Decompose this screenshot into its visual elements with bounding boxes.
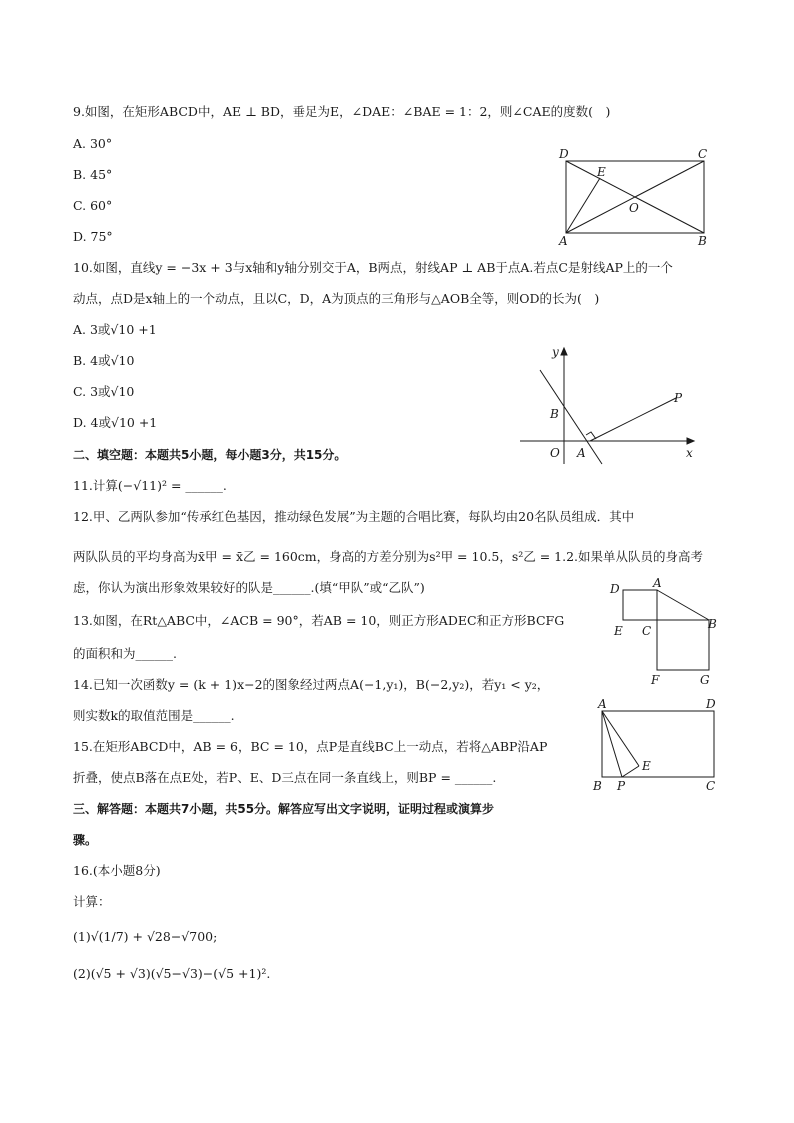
q16-part-1: (1)√(1/7) + √28−√700; [73,929,218,944]
q15-label-d: D [706,697,716,711]
q10-stem-line2: 动点，点D是x轴上的一个动点，且以C，D，A为顶点的三角形与△AOB全等，则OD的长为( ) [73,291,600,306]
q9-option-d: D. 75° [73,229,113,244]
q9-segment-ae [566,178,600,233]
q10-option-a: A. 3或√10 +1 [73,322,157,337]
q9-label-o: O [629,201,639,215]
q16-intro: 计算： [73,894,111,909]
q9-label-c: C [698,147,708,161]
q13-figure [606,576,726,688]
q13-label-c: C [642,624,652,638]
section-2-heading: 二、填空题：本题共5小题，每小题3分，共15分。 [73,448,347,462]
q10-label-x: x [686,446,693,460]
q13-line1: 13.如图，在Rt△ABC中，∠ACB = 90°，若AB = 10，则正方形ADEC和正方形BCFG [73,613,565,628]
q10-label-y: y [552,345,559,359]
q10-option-b: B. 4或√10 [73,353,135,368]
q15-label-e: E [642,759,651,773]
q13-label-d: D [610,582,620,596]
q9-label-a: A [559,234,568,248]
q13-label-b: B [708,617,717,631]
q10-y-axis-arrow [561,348,567,355]
q10-label-o: O [550,446,560,460]
q10-option-c: C. 3或√10 [73,384,135,399]
q9-option-c: C. 60° [73,198,113,213]
q9-stem: 9.如图，在矩形ABCD中，AE ⊥ BD，垂足为E，∠DAE：∠BAE = 1：2，则∠CAE的度数( ) [73,104,611,119]
q13-label-g: G [700,673,710,687]
q14-line1: 14.已知一次函数y = (k + 1)x−2的图象经过两点A(−1,y₁)，B(−2,y₂)，若y₁ < y₂， [73,677,550,692]
q13-square-bcfg [657,620,709,670]
q9-option-b: B. 45° [73,167,113,182]
q15-label-p: P [617,779,626,793]
q9-label-d: D [559,147,569,161]
q10-figure [516,340,700,470]
q12-line3: 虑，你认为演出形象效果较好的队是______.(填“甲队”或“乙队”) [73,580,425,595]
q15-line1: 15.在矩形ABCD中，AB = 6，BC = 10，点P是直线BC上一动点，若将△ABP沿AP [73,739,548,754]
q9-figure [556,144,720,250]
q13-label-f: F [651,673,660,687]
q10-ray-ap [590,398,676,441]
q10-stem-line1: 10.如图，直线y = −3x + 3与x轴和y轴分别交于A，B两点，射线AP ⊥ AB于点A.若点C是射线AP上的一个 [73,260,673,275]
q15-label-c: C [706,779,716,793]
q13-line2: 的面积和为______. [73,646,177,661]
q10-option-d: D. 4或√10 +1 [73,415,158,430]
q15-segment-pe [622,766,639,777]
q10-label-p: P [674,391,683,405]
q9-label-e: E [597,165,606,179]
section-3-heading-line2: 骤。 [73,833,98,847]
q12-line1: 12.甲、乙两队参加“传承红色基因，推动绿色发展”为主题的合唱比赛，每队均由20名队员组成．其中 [73,509,635,524]
q11-stem: 11.计算(−√11)² = ______. [73,478,227,493]
q16-title: 16.(本小题8分) [73,863,161,878]
q10-label-b: B [550,407,559,421]
q10-right-angle-mark [586,432,596,439]
q16-part-2: (2)(√5 + √3)(√5−√3)−(√5 +1)². [73,966,271,981]
q13-label-e: E [614,624,623,638]
q15-fold-ap [602,711,622,777]
q13-square-adec [623,590,657,620]
q15-figure [590,694,724,794]
q9-label-b: B [698,234,707,248]
q15-line2: 折叠，使点B落在点E处，若P、E、D三点在同一条直线上，则BP = ______. [73,770,497,785]
q9-option-a: A. 30° [73,136,113,151]
q15-label-b: B [593,779,602,793]
q10-label-a: A [577,446,586,460]
section-3-heading-line1: 三、解答题：本题共7小题，共55分。解答应写出文字说明，证明过程或演算步 [73,802,495,816]
q14-line2: 则实数k的取值范围是______. [73,708,235,723]
q13-hypotenuse-ab [657,590,709,620]
q15-segment-ae [602,711,639,766]
q10-x-axis-arrow [687,438,694,444]
q15-label-a: A [598,697,607,711]
q12-line2: 两队队员的平均身高为x̄甲 = x̄乙 = 160cm，身高的方差分别为s²甲 = 10.5，s²乙 = 1.2.如果单从队员的身高考 [73,549,704,564]
q13-label-a: A [653,576,662,590]
